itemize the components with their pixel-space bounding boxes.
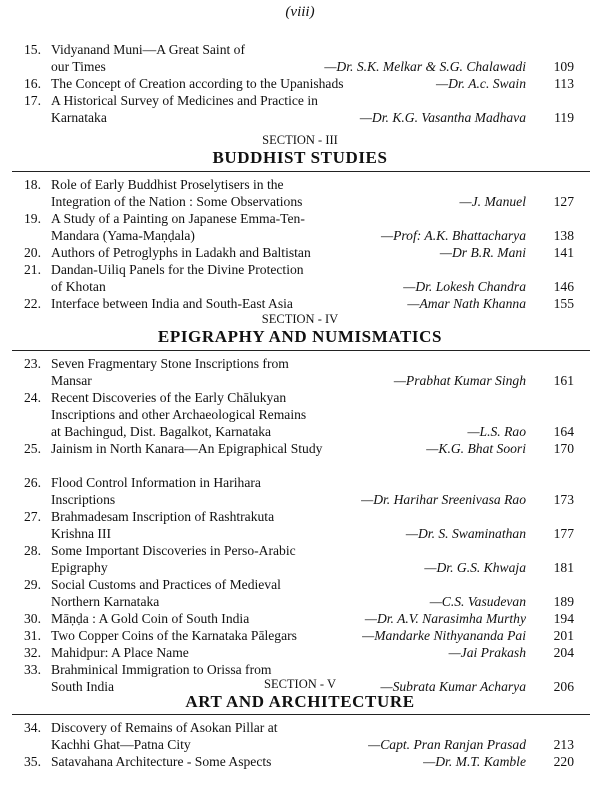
section-label: SECTION - IV	[261, 312, 339, 326]
entry-page-number: 127	[553, 194, 574, 209]
entry-number: 29.	[24, 577, 41, 592]
entry-number: 17.	[24, 93, 41, 108]
entry-page-number: 204	[553, 645, 574, 660]
entry-author: —Jai Prakash	[448, 645, 526, 660]
toc-entry	[0, 440, 600, 457]
entry-page-number: 161	[553, 373, 574, 388]
entry-title-line: Māṇḍa : A Gold Coin of South India	[51, 611, 250, 626]
entry-page-number: 189	[553, 594, 574, 609]
toc-entry	[0, 295, 600, 312]
entry-page-number: 213	[553, 737, 574, 752]
section-label: SECTION - III	[262, 133, 338, 147]
entry-author: —K.G. Bhat Soori	[426, 441, 526, 456]
entry-title-line: Mansar	[51, 373, 92, 388]
section-3-heading	[0, 133, 600, 168]
entry-title-line: South India	[51, 679, 115, 694]
entry-title-line: Brahmadesam Inscription of Rashtrakuta	[51, 509, 275, 524]
entry-number: 33.	[24, 662, 41, 677]
entry-number: 30.	[24, 611, 41, 626]
entry-number: 18.	[24, 177, 41, 192]
entry-title-line: Epigraphy	[51, 560, 108, 575]
entry-number: 32.	[24, 645, 41, 660]
entry-author: —Dr. A.V. Narasimha Murthy	[364, 611, 526, 626]
entry-page-number: 170	[553, 441, 574, 456]
section-title: ART AND ARCHITECTURE	[185, 692, 415, 711]
toc-entry	[0, 627, 600, 644]
entry-title-line: A Study of a Painting on Japanese Emma-Ten-	[51, 211, 305, 226]
entry-number: 21.	[24, 262, 41, 277]
entry-page-number: 206	[553, 679, 574, 694]
entry-title-line: Some Important Discoveries in Perso-Arabic	[51, 543, 296, 558]
entry-title-line: Jainism in North Kanara—An Epigraphical Study	[51, 441, 323, 456]
entry-title-line: Brahminical Immigration to Orissa from	[51, 662, 272, 677]
section-label: SECTION - V	[264, 677, 336, 691]
entry-author: —Prof: A.K. Bhattacharya	[381, 228, 526, 243]
entry-title-line: Karnataka	[51, 110, 107, 125]
entry-page-number: 164	[553, 424, 574, 439]
entry-author: —Dr. M.T. Kamble	[423, 754, 526, 769]
toc-entry	[0, 610, 600, 627]
entry-page-number: 146	[553, 279, 574, 294]
section-rule	[12, 714, 590, 715]
entry-author: —Prabhat Kumar Singh	[393, 373, 526, 388]
entry-title-line: Discovery of Remains of Asokan Pillar at	[51, 720, 278, 735]
section-title: BUDDHIST STUDIES	[212, 148, 388, 167]
entry-author: —Dr. Lokesh Chandra	[403, 279, 526, 294]
entry-author: —L.S. Rao	[467, 424, 526, 439]
entry-title-line: our Times	[51, 59, 106, 74]
entry-title-line: Inscriptions	[51, 492, 116, 507]
entry-title-line: of Khotan	[51, 279, 106, 294]
entry-page-number: 181	[553, 560, 574, 575]
toc-entry	[0, 644, 600, 661]
toc-entry	[0, 576, 600, 610]
entry-author: —Dr. Harihar Sreenivasa Rao	[361, 492, 526, 507]
entry-author: —Subrata Kumar Acharya	[380, 679, 526, 694]
section-rule	[12, 171, 590, 172]
entry-title-line: Two Copper Coins of the Karnataka Pālegars	[51, 628, 297, 643]
entry-page-number: 109	[553, 59, 574, 74]
toc-entry	[0, 210, 600, 244]
entry-title-line: Recent Discoveries of the Early Chālukyan	[51, 390, 287, 405]
entry-page-number: 119	[554, 110, 574, 125]
entry-page-number: 201	[553, 628, 574, 643]
entry-title-line: Krishna III	[51, 526, 112, 541]
entry-number: 22.	[24, 296, 41, 311]
entry-title-line: Social Customs and Practices of Medieval	[51, 577, 281, 592]
page-number: (viii)	[285, 4, 315, 20]
toc-entry	[0, 719, 600, 753]
toc-entry	[0, 244, 600, 261]
entry-title-line: Kachhi Ghat—Patna City	[51, 737, 191, 752]
entry-title-line: Seven Fragmentary Stone Inscriptions from	[51, 356, 289, 371]
entry-author: —Dr. K.G. Vasantha Madhava	[359, 110, 526, 125]
entry-title-line: Role of Early Buddhist Proselytisers in the	[51, 177, 284, 192]
entry-author: —J. Manuel	[459, 194, 526, 209]
entry-page-number: 113	[554, 76, 574, 91]
entry-number: 19.	[24, 211, 41, 226]
toc-entry	[0, 261, 600, 295]
entry-author: —Dr. S.K. Melkar & S.G. Chalawadi	[324, 59, 526, 74]
entry-page-number: 173	[553, 492, 574, 507]
entry-title-line: Authors of Petroglyphs in Ladakh and Baltistan	[51, 245, 311, 260]
entry-number: 28.	[24, 543, 41, 558]
toc-entry	[0, 41, 600, 75]
toc-entry	[0, 92, 600, 126]
toc-entry	[0, 508, 600, 542]
entry-author: —Dr. S. Swaminathan	[405, 526, 526, 541]
entry-number: 16.	[24, 76, 41, 91]
entry-number: 34.	[24, 720, 41, 735]
section-title: EPIGRAPHY AND NUMISMATICS	[157, 327, 443, 346]
entry-title-line: Integration of the Nation : Some Observations	[51, 194, 303, 209]
entry-title-line: Mahidpur: A Place Name	[51, 645, 189, 660]
entry-title-line: Interface between India and South-East Asia	[51, 296, 293, 311]
section-5-heading	[0, 677, 600, 712]
entry-title-line: Northern Karnataka	[51, 594, 160, 609]
entry-number: 23.	[24, 356, 41, 371]
entry-author: —Amar Nath Khanna	[407, 296, 526, 311]
entry-title-line: at Bachingud, Dist. Bagalkot, Karnataka	[51, 424, 272, 439]
entry-number: 31.	[24, 628, 41, 643]
toc-entry	[0, 474, 600, 508]
toc-entry	[0, 753, 600, 770]
entry-title-line: Mandara (Yama-Maṇḍala)	[51, 228, 195, 243]
entry-page-number: 194	[553, 611, 574, 626]
toc-entry	[0, 176, 600, 210]
entry-page-number: 155	[553, 296, 574, 311]
entry-number: 27.	[24, 509, 41, 524]
entry-author: —Dr. A.c. Swain	[435, 76, 526, 91]
entry-number: 35.	[24, 754, 41, 769]
entry-title-line: The Concept of Creation according to the Upanishads	[51, 76, 344, 91]
entry-title-line: Inscriptions and other Archaeological Remains	[51, 407, 307, 422]
entry-page-number: 141	[553, 245, 574, 260]
entry-author: —Capt. Pran Ranjan Prasad	[368, 737, 526, 752]
toc-entry	[0, 542, 600, 576]
section-4-heading	[0, 312, 600, 347]
entry-author: —Dr B.R. Mani	[439, 245, 526, 260]
entry-title-line: Vidyanand Muni—A Great Saint of	[51, 42, 245, 57]
entry-title-line: Dandan-Uiliq Panels for the Divine Protection	[51, 262, 304, 277]
entry-author: —Mandarke Nithyananda Pai	[362, 628, 526, 643]
entry-title-line: Flood Control Information in Harihara	[51, 475, 261, 490]
toc-entry	[0, 75, 600, 92]
entry-number: 26.	[24, 475, 41, 490]
toc-entry	[0, 355, 600, 389]
entry-title-line: Satavahana Architecture - Some Aspects	[51, 754, 272, 769]
toc-entry	[0, 389, 600, 440]
entry-number: 25.	[24, 441, 41, 456]
entry-number: 24.	[24, 390, 41, 405]
entry-page-number: 177	[553, 526, 574, 541]
entry-author: —Dr. G.S. Khwaja	[424, 560, 526, 575]
entry-author: —C.S. Vasudevan	[429, 594, 526, 609]
entry-page-number: 220	[553, 754, 574, 769]
section-rule	[12, 350, 590, 351]
entry-title-line: A Historical Survey of Medicines and Practice in	[51, 93, 318, 108]
entry-number: 15.	[24, 42, 41, 57]
entry-page-number: 138	[553, 228, 574, 243]
entry-number: 20.	[24, 245, 41, 260]
